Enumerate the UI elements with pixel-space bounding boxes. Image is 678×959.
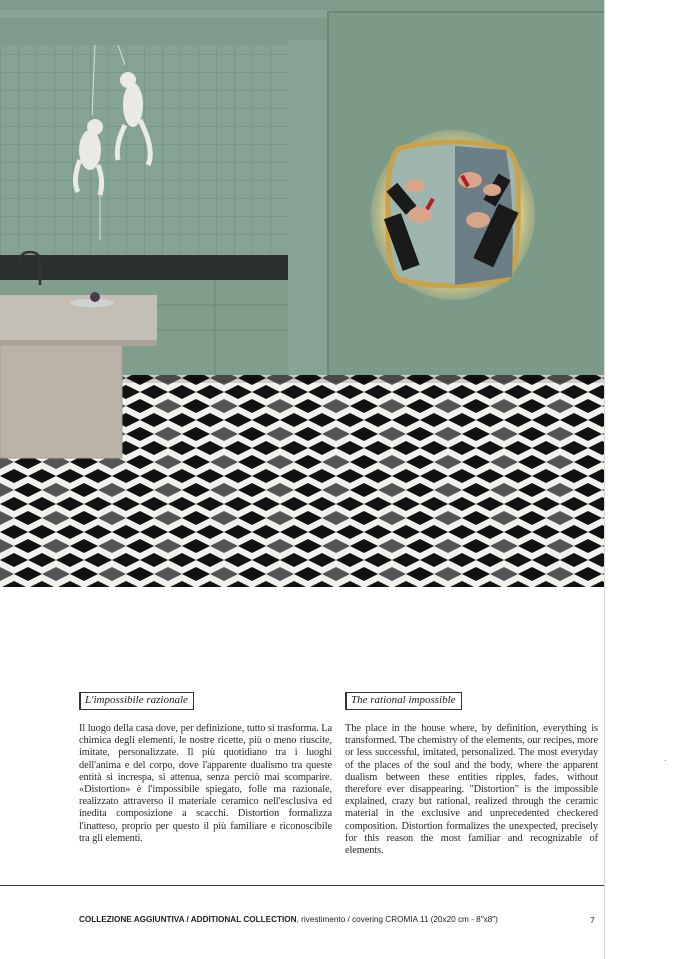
page-number: 7 — [590, 915, 595, 925]
english-heading: The rational impossible — [345, 692, 462, 710]
italian-text-column — [79, 688, 332, 845]
italian-body: Il luogo della casa dove, per definizione, tutto si trasforma. La chimica degli elementi, le nostre ricette, più o meno riuscite, imitate, personalizzate. Il più quotidiano tra i luoghi dell'anima e del corpo, dove l'apparente dualismo tra queste entità si increspa, si attenua, senza perciò mai scomparire. «Distortion» è l'impossibile spiegato, folle ma razionale, realizzato attraverso il materiale ceramico nell'esclusiva ed inedita composizione a scacchi. Distortion formalizza l'inatteso, proprio per questo il più familiare e riconoscibile tra gli elementi. — [79, 723, 332, 844]
footer-collection: COLLEZIONE AGGIUNTIVA / ADDITIONAL COLLECTION — [79, 915, 297, 924]
english-body: The place in the house where, by definition, everything is transformed. The chemistry of the elements, our recipes, more or less successful, imitated, personalized. The most everyday of the places of the soul and the body, where the apparent dualism between these entities ripples, fades, without therefore ever disappearing. "Distortion" is the impossible explained, crazy but rational, realized through the ceramic material in the exclusive and unprecedented checkered composition. Distortion formalizes the unexpected, precisely for this reason the most familiar and recognizable of elements. — [345, 723, 598, 857]
footer-details: , rivestimento / covering CROMIA 11 (20x20 cm - 8"x8") — [296, 915, 498, 924]
footer-divider — [0, 885, 605, 886]
footer-caption — [79, 915, 599, 924]
english-text-column — [345, 688, 598, 857]
italian-heading: L'impossibile razionale — [79, 692, 194, 710]
scan-speck — [665, 760, 666, 761]
page-edge — [604, 0, 605, 959]
